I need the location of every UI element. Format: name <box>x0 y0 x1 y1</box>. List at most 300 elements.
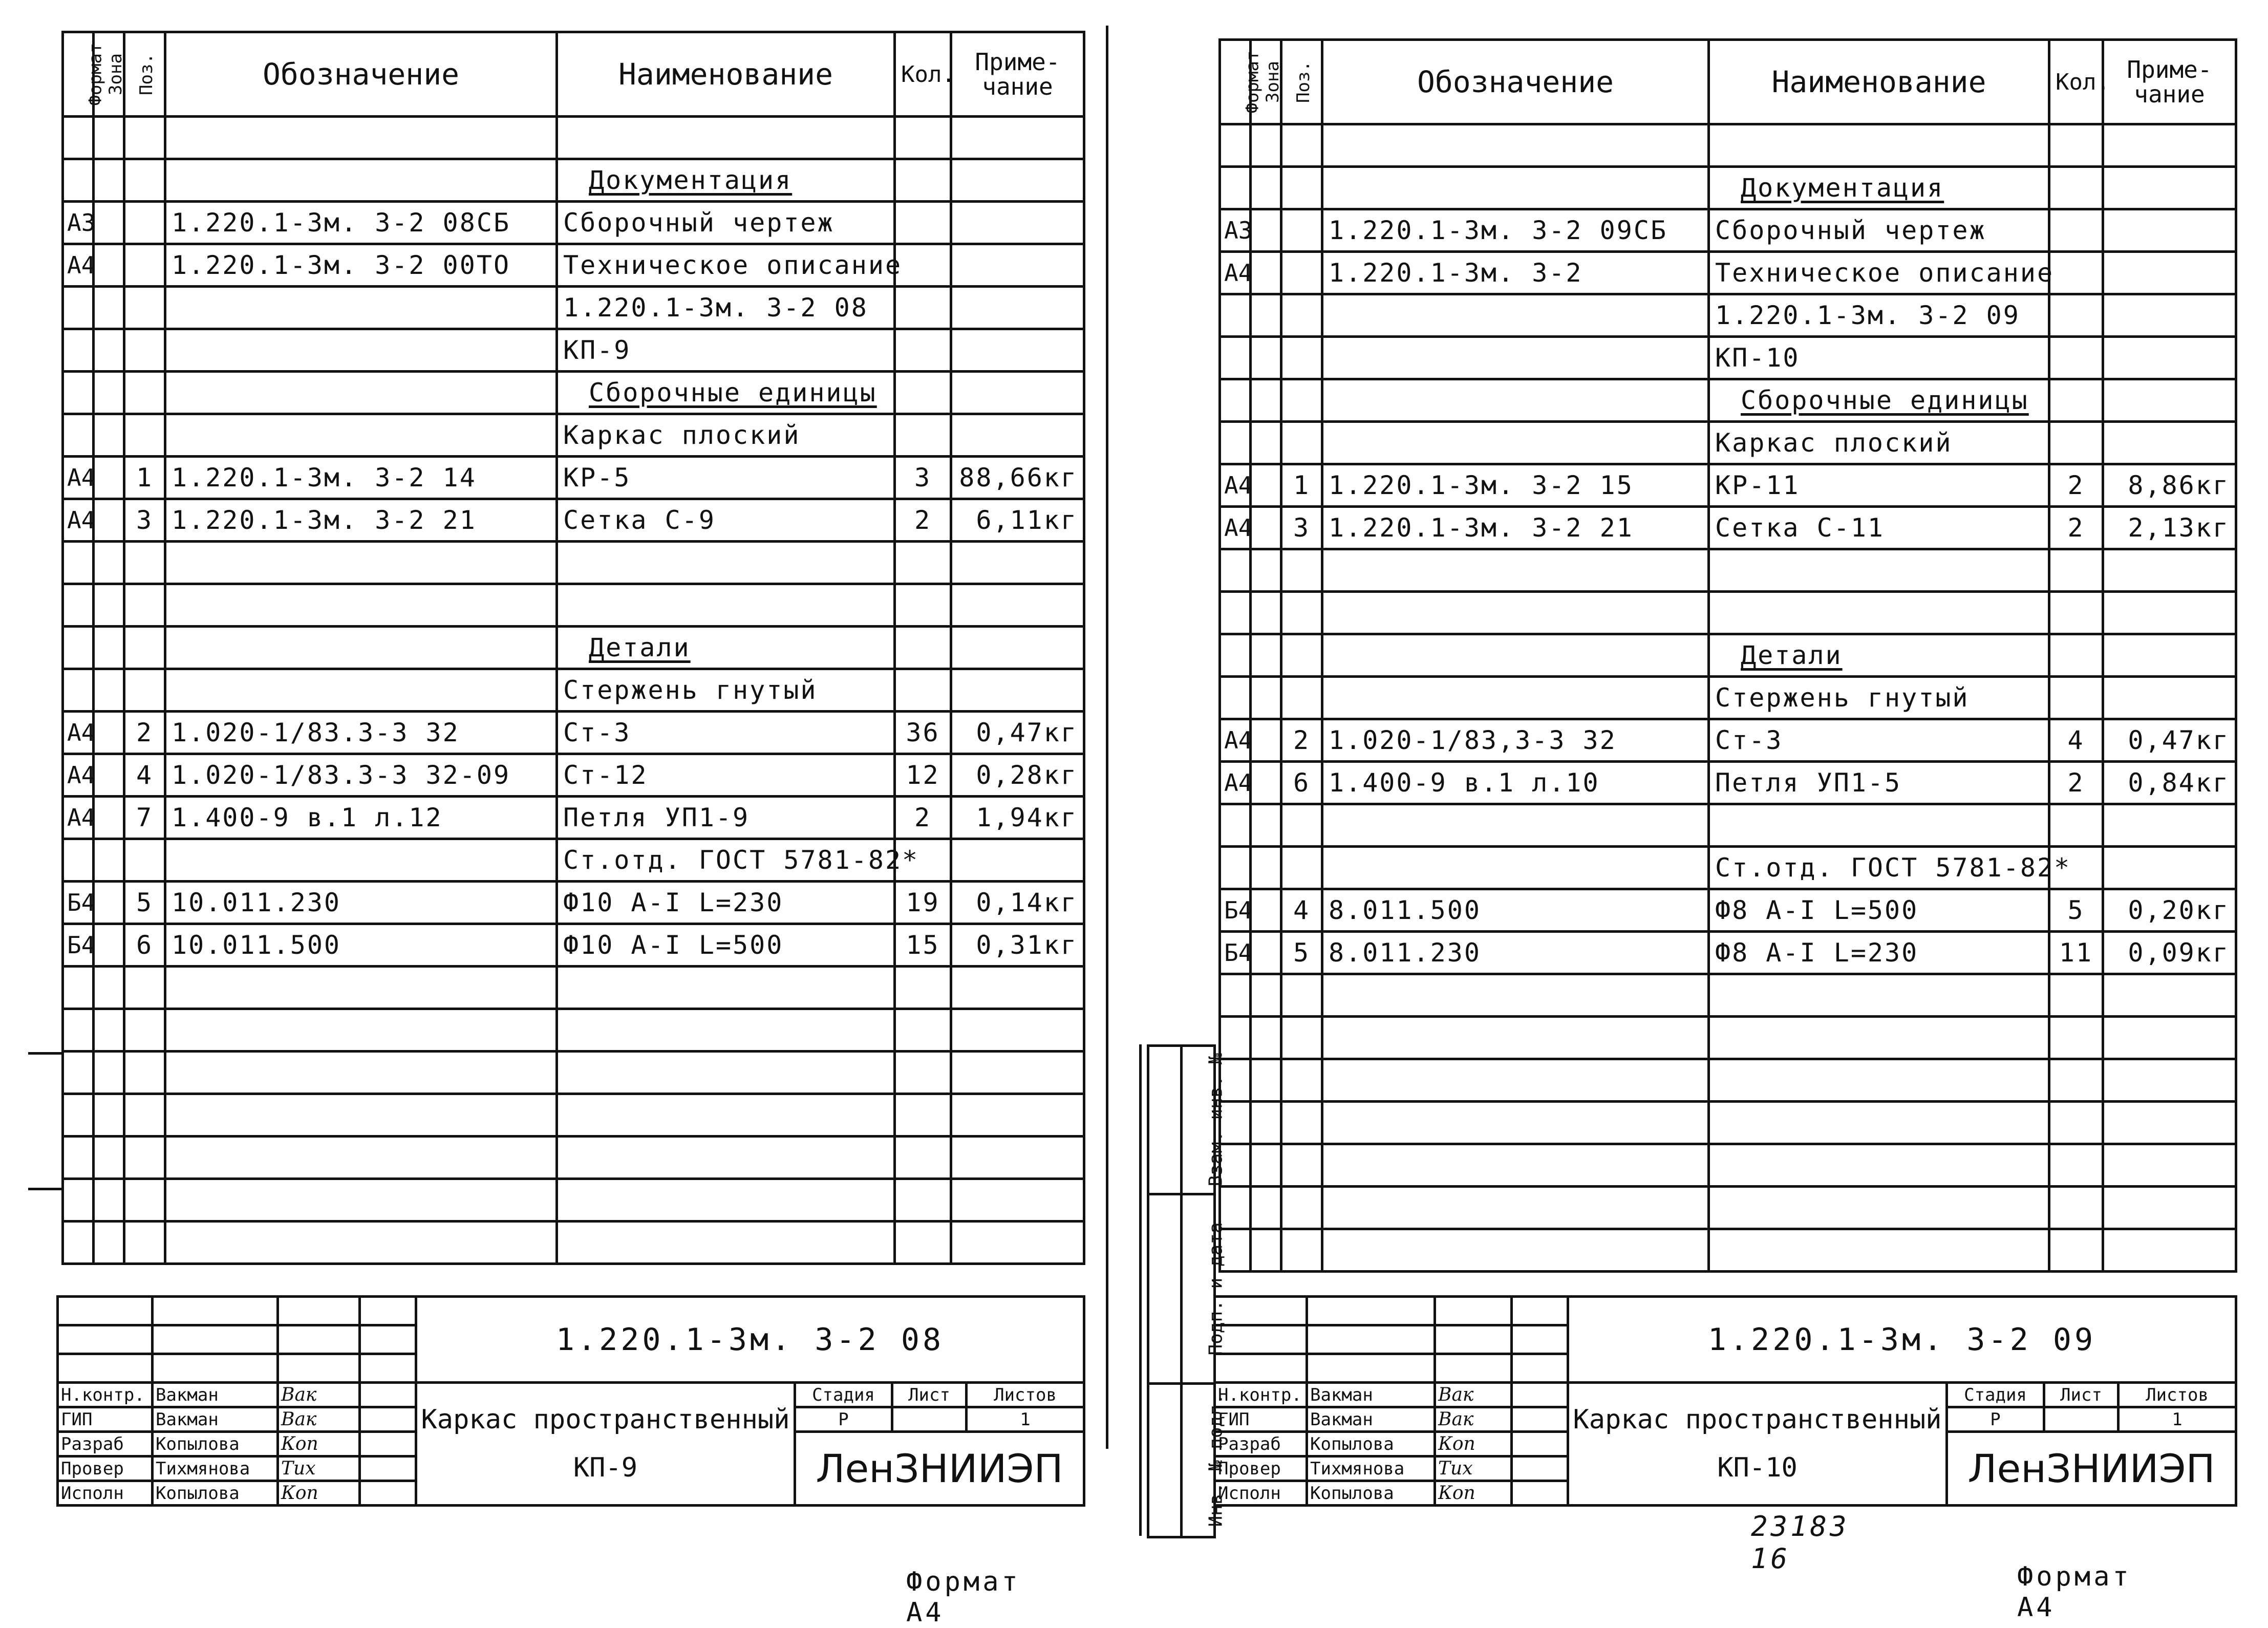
row-designation <box>1322 294 1709 337</box>
header-pos: Поз. <box>1281 40 1322 124</box>
table-row <box>63 1222 1084 1264</box>
row-name <box>1709 592 2049 634</box>
header-name: Наименование <box>557 32 895 117</box>
row-zone <box>94 1222 124 1264</box>
row-note <box>2103 1144 2236 1187</box>
row-note <box>951 1137 1084 1179</box>
spec-table-left <box>61 31 1085 1265</box>
row-note <box>951 1009 1084 1052</box>
row-quantity <box>895 159 951 202</box>
role: Разраб <box>58 1432 153 1456</box>
document-name: Каркас пространственный КП-9 <box>416 1383 795 1506</box>
role: ГИП <box>58 1407 153 1432</box>
row-quantity <box>2049 167 2103 209</box>
row-format: А4 <box>1220 252 1251 294</box>
row-name <box>1709 1144 2049 1187</box>
row-position <box>124 372 165 414</box>
header-name: Наименование <box>1709 40 2049 124</box>
row-quantity <box>895 669 951 712</box>
row-position <box>124 967 165 1009</box>
row-format <box>1220 974 1251 1017</box>
row-quantity <box>895 117 951 159</box>
row-name: Техническое описание <box>1709 252 2049 294</box>
row-quantity <box>895 584 951 627</box>
table-row <box>63 1009 1084 1052</box>
row-designation <box>165 542 557 584</box>
row-quantity <box>2049 1059 2103 1102</box>
signature: Тих <box>1435 1456 1512 1481</box>
row-name <box>557 1094 895 1137</box>
row-designation: 8.011.230 <box>1322 932 1709 974</box>
row-name <box>557 1222 895 1264</box>
table-row <box>1220 804 2236 847</box>
table-row <box>63 712 1084 754</box>
row-quantity <box>895 414 951 457</box>
sheets-label: Листов <box>2119 1383 2236 1407</box>
row-position <box>124 202 165 244</box>
header-pos: Поз. <box>124 32 165 117</box>
row-note <box>951 414 1084 457</box>
document-code: 1.220.1-3м. 3-2 09 <box>1568 1297 2236 1383</box>
sheet-value <box>892 1407 967 1432</box>
table-row <box>1220 1187 2236 1229</box>
row-format <box>63 1094 94 1137</box>
table-row <box>63 797 1084 839</box>
row-note <box>951 287 1084 329</box>
row-designation <box>1322 1017 1709 1059</box>
row-name <box>557 1009 895 1052</box>
signature: Коп <box>278 1481 360 1506</box>
table-row <box>1220 167 2236 209</box>
header-format: Формат <box>63 32 94 117</box>
row-format: А4 <box>63 244 94 287</box>
row-format <box>63 329 94 372</box>
row-position: 2 <box>1281 719 1322 762</box>
row-zone <box>94 797 124 839</box>
row-position <box>124 627 165 669</box>
header-note: Приме-чание <box>2103 40 2236 124</box>
row-position: 1 <box>1281 464 1322 507</box>
row-zone <box>94 882 124 924</box>
row-note <box>2103 422 2236 464</box>
row-format <box>1220 592 1251 634</box>
row-name: Каркас плоский <box>1709 422 2049 464</box>
row-note <box>951 542 1084 584</box>
row-note: 0,84кг <box>2103 762 2236 804</box>
header-designation: Обозначение <box>165 32 557 117</box>
row-zone <box>1251 762 1281 804</box>
row-name: Ф10 А-I L=230 <box>557 882 895 924</box>
row-designation <box>165 1094 557 1137</box>
row-format <box>1220 167 1251 209</box>
row-designation <box>1322 549 1709 592</box>
header-row <box>63 32 1084 117</box>
sidebar-field: Инв. № подл. <box>1148 1384 1182 1537</box>
row-zone <box>1251 1229 1281 1272</box>
person: Вакман <box>1307 1383 1435 1407</box>
row-zone <box>94 754 124 797</box>
row-quantity <box>2049 634 2103 677</box>
row-zone <box>1251 1144 1281 1187</box>
row-position <box>1281 294 1322 337</box>
row-position <box>124 669 165 712</box>
row-format: А3 <box>63 202 94 244</box>
row-quantity <box>2049 209 2103 252</box>
table-row <box>63 882 1084 924</box>
row-quantity <box>895 202 951 244</box>
role: Н.контр. <box>58 1383 153 1407</box>
row-zone <box>94 287 124 329</box>
row-position: 5 <box>124 882 165 924</box>
row-format <box>1220 294 1251 337</box>
row-note <box>2103 549 2236 592</box>
row-designation: 8.011.500 <box>1322 889 1709 932</box>
row-note <box>951 202 1084 244</box>
row-name: Детали <box>1709 634 2049 677</box>
row-quantity <box>2049 974 2103 1017</box>
row-designation <box>1322 974 1709 1017</box>
row-name: Ст-12 <box>557 754 895 797</box>
row-note <box>951 244 1084 287</box>
row-note <box>2103 209 2236 252</box>
signature: Коп <box>1435 1481 1512 1506</box>
signature: Вак <box>1435 1407 1512 1432</box>
row-quantity <box>895 1009 951 1052</box>
row-designation: 1.400-9 в.1 л.10 <box>1322 762 1709 804</box>
row-zone <box>1251 252 1281 294</box>
row-format: Б4 <box>1220 889 1251 932</box>
table-row <box>63 967 1084 1009</box>
person: Копылова <box>153 1481 278 1506</box>
row-name <box>1709 1017 2049 1059</box>
row-position <box>124 1179 165 1222</box>
row-zone <box>94 584 124 627</box>
row-designation: 1.400-9 в.1 л.12 <box>165 797 557 839</box>
table-row <box>1220 719 2236 762</box>
row-note <box>2103 1187 2236 1229</box>
row-zone <box>1251 634 1281 677</box>
row-designation <box>165 584 557 627</box>
table-row <box>1220 1144 2236 1187</box>
table-row <box>63 627 1084 669</box>
row-zone <box>94 499 124 542</box>
row-designation <box>165 117 557 159</box>
table-row <box>1220 847 2236 889</box>
table-row <box>1220 974 2236 1017</box>
row-designation <box>1322 1229 1709 1272</box>
table-row <box>63 1052 1084 1094</box>
table-row <box>63 1094 1084 1137</box>
table-row <box>1220 337 2236 379</box>
row-quantity <box>2049 1102 2103 1144</box>
row-designation: 1.220.1-3м. 3-2 <box>1322 252 1709 294</box>
row-zone <box>1251 847 1281 889</box>
row-zone <box>94 372 124 414</box>
row-name <box>1709 1187 2049 1229</box>
row-quantity: 2 <box>2049 762 2103 804</box>
row-name: КП-9 <box>557 329 895 372</box>
row-zone <box>94 1137 124 1179</box>
row-format: Б4 <box>63 882 94 924</box>
row-format: А3 <box>1220 209 1251 252</box>
table-row <box>63 839 1084 882</box>
row-quantity <box>895 1052 951 1094</box>
row-note <box>2103 294 2236 337</box>
row-zone <box>1251 592 1281 634</box>
row-format: А4 <box>63 712 94 754</box>
row-quantity <box>895 287 951 329</box>
row-zone <box>94 159 124 202</box>
row-name: Ф8 А-I L=230 <box>1709 932 2049 974</box>
header-designation: Обозначение <box>1322 40 1709 124</box>
row-quantity <box>895 1137 951 1179</box>
row-format <box>63 117 94 159</box>
row-note <box>2103 1102 2236 1144</box>
row-zone <box>1251 549 1281 592</box>
row-quantity <box>2049 1144 2103 1187</box>
row-designation: 1.220.1-3м. 3-2 08СБ <box>165 202 557 244</box>
table-row <box>63 287 1084 329</box>
row-format <box>63 669 94 712</box>
row-quantity <box>2049 1187 2103 1229</box>
row-designation <box>165 372 557 414</box>
person: Копылова <box>1307 1481 1435 1506</box>
row-name <box>557 584 895 627</box>
row-position <box>124 839 165 882</box>
row-position: 4 <box>124 754 165 797</box>
row-note: 1,94кг <box>951 797 1084 839</box>
row-position <box>124 542 165 584</box>
table-row <box>63 924 1084 967</box>
row-note <box>951 1052 1084 1094</box>
header-row <box>1220 40 2236 124</box>
row-name: Сборочные единицы <box>557 372 895 414</box>
row-note <box>2103 379 2236 422</box>
row-format <box>63 839 94 882</box>
row-zone <box>94 244 124 287</box>
row-note <box>951 1222 1084 1264</box>
row-format <box>1220 634 1251 677</box>
row-designation <box>165 1052 557 1094</box>
side-stamp-block <box>1147 1044 1227 1538</box>
signature: Коп <box>278 1432 360 1456</box>
row-designation: 1.220.1-3м. 3-2 15 <box>1322 464 1709 507</box>
stage-value: Р <box>795 1407 892 1432</box>
row-format <box>1220 549 1251 592</box>
document-name: Каркас пространственный КП-10 <box>1568 1383 1947 1506</box>
row-position: 3 <box>1281 507 1322 549</box>
row-name: Ст-3 <box>1709 719 2049 762</box>
table-row <box>63 584 1084 627</box>
row-quantity: 2 <box>2049 507 2103 549</box>
row-quantity: 5 <box>2049 889 2103 932</box>
signature: Тих <box>278 1456 360 1481</box>
table-row <box>63 669 1084 712</box>
row-position <box>1281 422 1322 464</box>
row-position <box>1281 252 1322 294</box>
row-name: КР-5 <box>557 457 895 499</box>
row-format: А4 <box>1220 719 1251 762</box>
table-row <box>1220 252 2236 294</box>
row-position <box>124 159 165 202</box>
row-zone <box>1251 1017 1281 1059</box>
format-label: Формат А4 <box>2017 1561 2132 1623</box>
row-position: 3 <box>124 499 165 542</box>
row-name: Детали <box>557 627 895 669</box>
row-position <box>1281 549 1322 592</box>
row-name: Документация <box>1709 167 2049 209</box>
table-row <box>1220 932 2236 974</box>
row-format <box>63 1052 94 1094</box>
row-format <box>63 372 94 414</box>
row-position: 4 <box>1281 889 1322 932</box>
row-note <box>951 372 1084 414</box>
row-quantity <box>895 627 951 669</box>
title-block-right <box>1213 1295 2237 1507</box>
role: Разраб <box>1215 1432 1307 1456</box>
row-position <box>124 329 165 372</box>
row-designation <box>1322 1144 1709 1187</box>
row-format <box>1220 337 1251 379</box>
role: Н.контр. <box>1215 1383 1307 1407</box>
row-quantity: 11 <box>2049 932 2103 974</box>
stage-label: Стадия <box>1947 1383 2044 1407</box>
row-quantity <box>2049 337 2103 379</box>
row-designation: 10.011.500 <box>165 924 557 967</box>
sheets-value: 1 <box>967 1407 1084 1432</box>
row-zone <box>1251 422 1281 464</box>
sheet-value <box>2044 1407 2119 1432</box>
row-designation <box>165 1137 557 1179</box>
row-note <box>2103 1229 2236 1272</box>
person: Вакман <box>153 1383 278 1407</box>
row-name: Ст-3 <box>557 712 895 754</box>
stage-label: Стадия <box>795 1383 892 1407</box>
row-designation <box>165 159 557 202</box>
row-designation <box>1322 1059 1709 1102</box>
row-position <box>1281 592 1322 634</box>
row-format <box>63 1222 94 1264</box>
row-designation: 1.220.1-3м. 3-2 21 <box>1322 507 1709 549</box>
row-designation <box>1322 634 1709 677</box>
row-zone <box>1251 294 1281 337</box>
row-note <box>2103 124 2236 167</box>
row-zone <box>94 1179 124 1222</box>
row-position <box>124 287 165 329</box>
person: Вакман <box>1307 1407 1435 1432</box>
table-row <box>1220 677 2236 719</box>
row-designation <box>165 839 557 882</box>
row-quantity <box>2049 422 2103 464</box>
row-designation <box>1322 379 1709 422</box>
row-format <box>1220 1017 1251 1059</box>
row-quantity <box>895 1094 951 1137</box>
row-zone <box>94 924 124 967</box>
table-row <box>63 414 1084 457</box>
header-format: Формат <box>1220 40 1251 124</box>
row-position <box>124 117 165 159</box>
row-zone <box>94 669 124 712</box>
table-row <box>63 499 1084 542</box>
row-format <box>63 159 94 202</box>
row-format <box>63 967 94 1009</box>
row-zone <box>94 117 124 159</box>
header-note: Приме-чание <box>951 32 1084 117</box>
row-name: Сборочный чертеж <box>1709 209 2049 252</box>
row-name <box>1709 1059 2049 1102</box>
row-zone <box>1251 719 1281 762</box>
row-quantity <box>895 1179 951 1222</box>
row-note <box>2103 167 2236 209</box>
row-format <box>63 1137 94 1179</box>
row-designation <box>165 1222 557 1264</box>
row-quantity <box>2049 124 2103 167</box>
row-zone <box>94 202 124 244</box>
row-quantity <box>895 1222 951 1264</box>
row-zone <box>1251 1102 1281 1144</box>
row-quantity: 2 <box>895 797 951 839</box>
row-format <box>63 627 94 669</box>
row-quantity: 19 <box>895 882 951 924</box>
table-row <box>1220 1229 2236 1272</box>
table-row <box>63 159 1084 202</box>
row-position <box>1281 1017 1322 1059</box>
row-format: А4 <box>63 754 94 797</box>
row-quantity <box>2049 1017 2103 1059</box>
row-zone <box>1251 167 1281 209</box>
row-name <box>557 1052 895 1094</box>
row-designation: 1.020-1/83,3-3 32 <box>1322 719 1709 762</box>
table-row <box>63 329 1084 372</box>
row-position <box>1281 124 1322 167</box>
row-format: А4 <box>63 797 94 839</box>
organization-name: ЛенЗНИИЭП <box>795 1432 1084 1506</box>
row-quantity: 2 <box>895 499 951 542</box>
row-designation <box>1322 1102 1709 1144</box>
row-zone <box>94 329 124 372</box>
header-qty: Кол. <box>2049 40 2103 124</box>
row-quantity <box>895 542 951 584</box>
row-quantity: 3 <box>895 457 951 499</box>
table-row <box>1220 422 2236 464</box>
row-position <box>1281 1144 1322 1187</box>
row-note <box>2103 337 2236 379</box>
row-quantity <box>895 372 951 414</box>
row-zone <box>94 1094 124 1137</box>
row-quantity: 36 <box>895 712 951 754</box>
row-designation: 1.020-1/83.3-3 32-09 <box>165 754 557 797</box>
format-label: Формат А4 <box>906 1567 1021 1628</box>
row-position <box>1281 634 1322 677</box>
sheet-label: Лист <box>2044 1383 2119 1407</box>
row-note <box>2103 252 2236 294</box>
table-row <box>1220 549 2236 592</box>
row-note: 0,47кг <box>951 712 1084 754</box>
header-zone: Зона <box>94 32 124 117</box>
row-note: 0,47кг <box>2103 719 2236 762</box>
row-zone <box>1251 677 1281 719</box>
row-designation <box>1322 124 1709 167</box>
row-name: 1.220.1-3м. 3-2 09 <box>1709 294 2049 337</box>
row-format <box>1220 422 1251 464</box>
frame-line <box>1139 1044 1142 1536</box>
row-format: Б4 <box>1220 932 1251 974</box>
row-name: Стержень гнутый <box>557 669 895 712</box>
row-zone <box>1251 124 1281 167</box>
row-designation <box>1322 1187 1709 1229</box>
table-row <box>1220 762 2236 804</box>
table-row <box>1220 592 2236 634</box>
